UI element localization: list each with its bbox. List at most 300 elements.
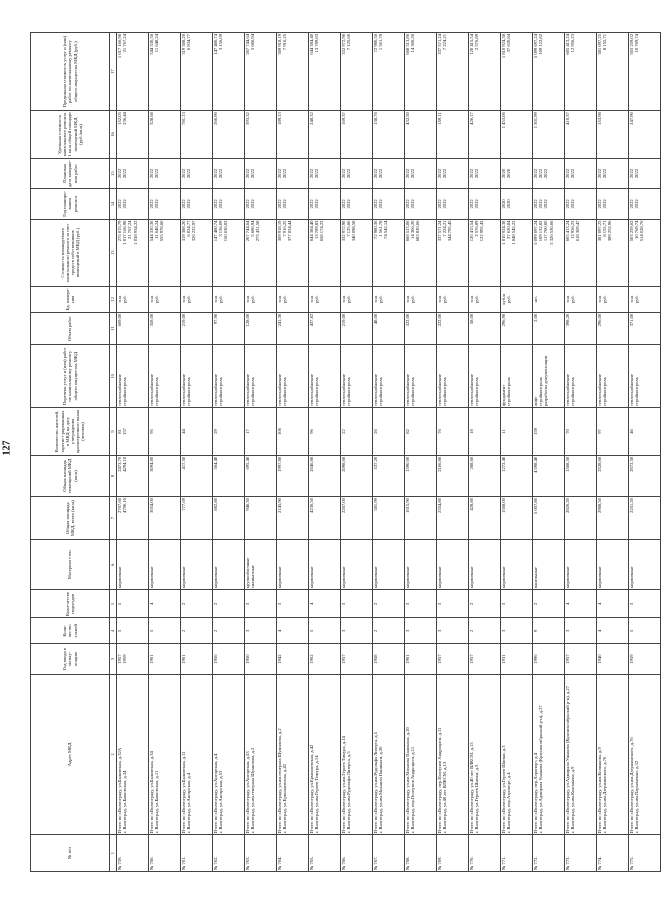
cell-max: 337 571,24 7 224,21 bbox=[437, 33, 469, 111]
cell-ent: 2 bbox=[533, 590, 565, 618]
cell-unit: п.м руб. bbox=[181, 286, 213, 312]
cell-year: 1957 bbox=[341, 644, 373, 674]
cell-vol: 398,20 bbox=[565, 312, 597, 345]
cell-date: 2022 2022 bbox=[405, 158, 437, 188]
cell-area: 2267,00 bbox=[341, 497, 373, 540]
cell-year: 1957 bbox=[437, 644, 469, 674]
cell-spec: 266,90 bbox=[213, 111, 245, 159]
cell-max: 1 017 166,98 21 767,24 bbox=[117, 33, 149, 111]
cell-vol: 437,82 bbox=[309, 312, 341, 345]
cell-plan: 2022 2022 bbox=[245, 189, 277, 219]
cell-ent: 4 bbox=[565, 590, 597, 618]
cell-works: теплоснабжение стройконтроль bbox=[469, 345, 501, 408]
cell-unit: п.м руб. bbox=[213, 286, 245, 312]
capital-repair-table bbox=[30, 32, 661, 872]
cell-works: теплоснабжение стройконтроль bbox=[373, 345, 405, 408]
cell-plan: 2022 2022 bbox=[341, 189, 373, 219]
cell-vol: 358,00 bbox=[149, 312, 181, 345]
cell-spec: 247,90 bbox=[629, 111, 661, 159]
cell-cost: 72 980,36 1 561,78 74 542,14 bbox=[373, 219, 405, 286]
cell-works: теплоснабжение стройконтроль bbox=[565, 345, 597, 408]
cell-spec: 410,37 bbox=[565, 111, 597, 159]
table-row bbox=[373, 33, 405, 872]
cell-floors: 4 bbox=[597, 618, 629, 644]
cell-area: 2354,80 bbox=[437, 497, 469, 540]
cell-walls: кирпичные bbox=[309, 540, 341, 590]
cell-area: 428,80 bbox=[469, 497, 501, 540]
cell-walls: кирпичные bbox=[565, 540, 597, 590]
column-header-16: Удельная стоимость капитального ремонта 1 кв.м общей площади помещений МКД (руб./кв.м) bbox=[31, 111, 110, 159]
cell-addr: Итого по г.Волгограду, ул.им.Колпакова, д.9 г. Волгоград, ул.им.Дзержинского, д.76 bbox=[597, 674, 629, 834]
column-header-2: Адрес МКД bbox=[31, 674, 110, 834]
cell-spec: 248,32 bbox=[309, 111, 341, 159]
cell-unit: п.м руб. bbox=[117, 286, 149, 312]
cell-ent: 3 bbox=[629, 590, 661, 618]
cell-no: № 765. bbox=[309, 835, 341, 872]
cell-vol: 222,00 bbox=[437, 312, 469, 345]
cell-spec: 328,68 bbox=[149, 111, 181, 159]
cell-date: 2022 2022 bbox=[373, 158, 405, 188]
cell-ent: 3 bbox=[277, 590, 309, 618]
cell-vol: 2,00 bbox=[533, 312, 565, 345]
cell-area2: 564,40 bbox=[213, 455, 245, 496]
column-header-11: Объем работ bbox=[31, 312, 110, 345]
table-row bbox=[405, 33, 437, 872]
cell-cost: 381 097,25 8 155,71 389 252,96 bbox=[597, 219, 629, 286]
column-header-5: Коли-чество подъездов bbox=[31, 590, 110, 618]
cell-floors: 5 bbox=[629, 618, 661, 644]
cell-max: 668 513,86 14 306,20 bbox=[405, 33, 437, 111]
cell-cost: 267 744,64 5 686,94 273 431,58 bbox=[245, 219, 277, 286]
cell-unit: п.м руб. bbox=[469, 286, 501, 312]
column-number-17: 17 bbox=[110, 33, 117, 111]
cell-ent: 4 bbox=[309, 590, 341, 618]
cell-area2: 2098,00 bbox=[341, 455, 373, 496]
cell-walls: кирпичные bbox=[213, 540, 245, 590]
cell-max: 503 259,02 10 769,74 bbox=[629, 33, 661, 111]
cell-area2: 695,40 bbox=[245, 455, 277, 496]
cell-res: 70 bbox=[565, 408, 597, 456]
cell-works: теплоснабжение стройконтроль bbox=[629, 345, 661, 408]
cell-res: 18 bbox=[469, 408, 501, 456]
cell-walls: кирпичные bbox=[437, 540, 469, 590]
table-row bbox=[277, 33, 309, 872]
cell-unit: п.м руб. bbox=[565, 286, 597, 312]
cell-year: 1957 bbox=[469, 644, 501, 674]
cell-addr: Итого по г.Волгограду, ул.им.Рудольфа Лизерса, д.5 г. Волгоград, ул.им.Михаила Паникахи, д.20 bbox=[373, 674, 405, 834]
cell-no: № 764. bbox=[277, 835, 309, 872]
column-number-6: 6 bbox=[110, 540, 117, 590]
column-header-10: Перечень услуг и (или) работ по капитальному ремонту общего имущества МКД bbox=[31, 345, 110, 408]
cell-works: теплоснабжение стройконтроль bbox=[597, 345, 629, 408]
cell-unit: шт. bbox=[533, 286, 565, 312]
table-row bbox=[213, 33, 245, 872]
column-number-8: 8 bbox=[110, 455, 117, 496]
cell-plan: 2022 2022 bbox=[469, 189, 501, 219]
cell-walls: кирпичные bbox=[341, 540, 373, 590]
column-number-15: 15 bbox=[110, 158, 117, 188]
cell-unit: п.м руб. bbox=[309, 286, 341, 312]
cell-cost: 605 413,24 12 956,23 618 369,47 bbox=[565, 219, 597, 286]
table-row bbox=[469, 33, 501, 872]
column-header-8: Общая площадь помещений МКД (кв.м) bbox=[31, 455, 110, 496]
cell-res: 11 bbox=[501, 408, 533, 456]
cell-ent: 5 bbox=[117, 590, 149, 618]
cell-ent: 2 bbox=[373, 590, 405, 618]
column-number-row bbox=[110, 33, 117, 872]
cell-date: 2022 2022 bbox=[149, 158, 181, 188]
cell-date: 2022 2022 bbox=[117, 158, 149, 188]
cell-vol: 219,00 bbox=[341, 312, 373, 345]
table-row bbox=[533, 33, 565, 872]
cell-no: № 771. bbox=[501, 835, 533, 872]
cell-res: 95 bbox=[149, 408, 181, 456]
cell-vol: 669,00 bbox=[117, 312, 149, 345]
cell-plan: 2022 2022 bbox=[565, 189, 597, 219]
cell-vol: 241,30 bbox=[277, 312, 309, 345]
cell-no: № 761. bbox=[181, 835, 213, 872]
cell-area2: 537,20 bbox=[373, 455, 405, 496]
cell-unit: п.м руб. bbox=[373, 286, 405, 312]
cell-res: 22 bbox=[341, 408, 373, 456]
cell-vol: 97,90 bbox=[213, 312, 245, 345]
cell-vol: 219,00 bbox=[181, 312, 213, 345]
cell-max: 147 480,74 3 156,09 bbox=[213, 33, 245, 111]
cell-cost: 644 384,40 13 789,83 658 174,23 bbox=[309, 219, 341, 286]
cell-date: 2022 2022 bbox=[245, 158, 277, 188]
cell-year: 1959 bbox=[629, 644, 661, 674]
cell-walls: крупноблочные силикатные bbox=[245, 540, 277, 590]
column-number-14: 14 bbox=[110, 189, 117, 219]
cell-plan: 2022 2022 bbox=[405, 189, 437, 219]
cell-date: 2022 2022 bbox=[277, 158, 309, 188]
cell-addr: Итого по г.Волгограду, ул.Быковская, д.34 г. Волгоград, ул.Быковская, д.11 bbox=[149, 674, 181, 834]
table-row bbox=[501, 33, 533, 872]
cell-area: 882,80 bbox=[213, 497, 245, 540]
table-row bbox=[597, 33, 629, 872]
cell-addr: Итого по г.Волгограду, пер.Ползунов Андроцити, д.11 г. Волгоград, ул.40 лет ВЛКСМ, д.13 bbox=[437, 674, 469, 834]
cell-area2: 2528,00 bbox=[597, 455, 629, 496]
column-header-14: Год планиро-вания ремонта bbox=[31, 189, 110, 219]
cell-res: 29 bbox=[213, 408, 245, 456]
cell-res: 76 bbox=[437, 408, 469, 456]
cell-ent: 4 bbox=[149, 590, 181, 618]
cell-floors: 3 bbox=[405, 618, 437, 644]
cell-floors: 4 bbox=[277, 618, 309, 644]
cell-vol: 371,00 bbox=[629, 312, 661, 345]
cell-year: 1940 bbox=[597, 644, 629, 674]
cell-unit: п.м руб. bbox=[277, 286, 309, 312]
cell-area2: 4 098,40 bbox=[533, 455, 565, 496]
cell-cost: 120 415,54 2 576,89 122 992,43 bbox=[469, 219, 501, 286]
column-header-13: Стоимость планируемого капитального ремонта за счет средств собственников помещений в МКД (руб.) bbox=[31, 219, 110, 286]
cell-addr: Итого по г.Волгограду, ул.им.Героев Тимура, д.14 г. Волгоград, ул.им.Рудольфа Лизерса, д.5 bbox=[341, 674, 373, 834]
cell-area: 5 007,80 bbox=[533, 497, 565, 540]
cell-no: № 768. bbox=[405, 835, 437, 872]
table-row bbox=[629, 33, 661, 872]
cell-cost: 1 810 924,38 37 620,84 1 848 545,22 bbox=[501, 219, 533, 286]
cell-floors: 3 bbox=[245, 618, 277, 644]
cell-plan: 2020 2020 bbox=[501, 189, 533, 219]
page-number-text: 127 bbox=[1, 440, 13, 456]
cell-plan: 2022 2022 bbox=[277, 189, 309, 219]
cell-plan: 2022 2022 bbox=[309, 189, 341, 219]
table-row bbox=[181, 33, 213, 872]
cell-unit: п.м руб. bbox=[437, 286, 469, 312]
cell-no: № 762. bbox=[213, 835, 245, 872]
cell-walls: кирпичные bbox=[181, 540, 213, 590]
cell-res: 97 bbox=[597, 408, 629, 456]
cell-res: 106 bbox=[277, 408, 309, 456]
cell-no: № 772. bbox=[533, 835, 565, 872]
cell-no: № 760. bbox=[149, 835, 181, 872]
cell-max: 72 980,36 1 561,78 bbox=[373, 33, 405, 111]
column-header-17: Предельная стоимость услуг и (или) работ по капитальному ремонту общего имущества МКД (руб.) bbox=[31, 33, 110, 111]
cell-year: 1996 bbox=[533, 644, 565, 674]
column-number-5: 5 bbox=[110, 590, 117, 618]
cell-area: 2767,60 4790,10 bbox=[117, 497, 149, 540]
cell-res: 46 bbox=[629, 408, 661, 456]
cell-area2: 2646,80 bbox=[309, 455, 341, 496]
cell-area: 1568,00 bbox=[501, 497, 533, 540]
cell-no: № 773. bbox=[565, 835, 597, 872]
table-row bbox=[565, 33, 597, 872]
cell-spec: 189,13 bbox=[277, 111, 309, 159]
cell-unit: п.м руб. bbox=[405, 286, 437, 312]
cell-year: 1961 bbox=[149, 644, 181, 674]
cell-floors: 2 bbox=[469, 618, 501, 644]
cell-res: 82 bbox=[405, 408, 437, 456]
cell-spec: 159,11 bbox=[437, 111, 469, 159]
cell-cost: 147 480,74 3 156,09 150 636,83 bbox=[213, 219, 245, 286]
cell-addr: Итого по г.Волгограду, ул.Адмирала Ушакова (Красноктябрьский р-н), д.27 г. Волгоград, ул.им.Колпакова, д.9 bbox=[565, 674, 597, 834]
cell-area: 4236,50 bbox=[309, 497, 341, 540]
cell-spec: 393,32 bbox=[245, 111, 277, 159]
cell-max: 332 972,98 7 125,60 bbox=[341, 33, 373, 111]
cell-spec: 152,05 236,44 bbox=[117, 111, 149, 159]
cell-year: 1962 bbox=[309, 644, 341, 674]
cell-no: № 763. bbox=[245, 835, 277, 872]
cell-vol: 128,00 bbox=[245, 312, 277, 345]
cell-plan: 2022 2022 2022 bbox=[533, 189, 565, 219]
cell-works: теплоснабжение стройконтроль bbox=[277, 345, 309, 408]
cell-works: теплоснабжение стройконтроль bbox=[309, 345, 341, 408]
cell-year: 1958 bbox=[373, 644, 405, 674]
cell-area2: 1568,50 bbox=[565, 455, 597, 496]
cell-date: 2022 2022 bbox=[597, 158, 629, 188]
cell-plan: 2022 2022 bbox=[373, 189, 405, 219]
cell-ent: 2 bbox=[213, 590, 245, 618]
cell-date: 2022 2022 bbox=[213, 158, 245, 188]
cell-floors: 2 bbox=[373, 618, 405, 644]
cell-ent: 2 bbox=[181, 590, 213, 618]
cell-addr: Итого по г.Волгограду, ул.40 лет ВЛКСМ, д.13 г. Волгоград, ул.Героев Шипки, д.3 bbox=[469, 674, 501, 834]
cell-area2: 1997,80 bbox=[277, 455, 309, 496]
cell-floors: 5 bbox=[149, 618, 181, 644]
table-header-row bbox=[31, 33, 110, 872]
cell-area2: 1590,00 bbox=[405, 455, 437, 496]
cell-walls: панельные bbox=[533, 540, 565, 590]
table-body bbox=[117, 33, 661, 872]
cell-max: 319 388,20 6 834,77 bbox=[181, 33, 213, 111]
cell-date: 2022 2022 bbox=[469, 158, 501, 188]
cell-ent: 3 bbox=[405, 590, 437, 618]
cell-date: 2022 2022 bbox=[181, 158, 213, 188]
cell-max: 5 099 697,24 109 122,82 bbox=[533, 33, 565, 111]
cell-works: теплоснабжение стройконтроль bbox=[437, 345, 469, 408]
cell-no: № 767. bbox=[373, 835, 405, 872]
cell-unit: п.м руб. bbox=[341, 286, 373, 312]
cell-max: 544 330,36 11 648,24 bbox=[149, 33, 181, 111]
cell-floors: 3 bbox=[565, 618, 597, 644]
cell-year: 1961 bbox=[181, 644, 213, 674]
cell-no: № 766. bbox=[341, 835, 373, 872]
column-number-11: 11 bbox=[110, 312, 117, 345]
cell-walls: кирпичные bbox=[373, 540, 405, 590]
cell-works: фундамент стройконтроль bbox=[501, 345, 533, 408]
cell-area: 3654,00 bbox=[149, 497, 181, 540]
cell-addr: Итого по г.Волгограду, ул.Героев Шипки, д.3 г. Волгоград, пер.Аэропорт, д.4 bbox=[501, 674, 533, 834]
cell-no: № 775. bbox=[629, 835, 661, 872]
column-number-2: 2 bbox=[110, 674, 117, 834]
column-number-7: 7 bbox=[110, 497, 117, 540]
cell-addr: Итого по г.Волгограду, ул.им.генерала Шумилова, д.2 г. Волгоград, ул.Ермолаевская, д.42 bbox=[277, 674, 309, 834]
cell-walls: кирпичные bbox=[277, 540, 309, 590]
cell-unit: куб.м руб. bbox=[501, 286, 533, 312]
column-header-6: Материал стен bbox=[31, 540, 110, 590]
column-header-9: Количество жителей, зарегист-рированных в МКД на дату утверждения краткосрочного плана (человек) bbox=[31, 408, 110, 456]
table-row bbox=[341, 33, 373, 872]
cell-cost: 319 388,20 6 834,77 326 222,97 bbox=[181, 219, 213, 286]
cell-date: 2022 2022 bbox=[629, 158, 661, 188]
cell-area2: 2072,50 bbox=[629, 455, 661, 496]
cell-year: 1957 bbox=[565, 644, 597, 674]
cell-addr: Итого по г.Волгограду, ул.Быковская, д.11 г. Волгоград, ул.Ангарская, д.4 bbox=[181, 674, 213, 834]
cell-addr: Итого по г.Волгограду, ул.Быковская, д.32А г. Волгоград, ул.Быковская, д.34 bbox=[117, 674, 149, 834]
cell-ent: 3 bbox=[501, 590, 533, 618]
column-header-15: Плановая дата заверше-ния работ bbox=[31, 158, 110, 188]
column-number-4: 4 bbox=[110, 618, 117, 644]
rotated-document bbox=[30, 32, 645, 872]
cell-no: № 759. bbox=[117, 835, 149, 872]
cell-year: 1931 bbox=[501, 644, 533, 674]
column-header-3: Год ввода в эксплу-атацию bbox=[31, 644, 110, 674]
cell-unit: п.м руб. bbox=[245, 286, 277, 312]
cell-plan: 2022 2022 bbox=[629, 189, 661, 219]
cell-cost: 369 918,19 7 916,25 377 834,44 bbox=[277, 219, 309, 286]
cell-date: 2022 2022 bbox=[309, 158, 341, 188]
cell-res: 44 bbox=[181, 408, 213, 456]
cell-plan: 2022 2022 bbox=[213, 189, 245, 219]
cell-max: 267 744,64 5 686,94 bbox=[245, 33, 277, 111]
cell-date: 2022 2022 bbox=[437, 158, 469, 188]
cell-cost: 668 513,86 14 306,20 682 820,06 bbox=[405, 219, 437, 286]
cell-walls: кирпичные bbox=[117, 540, 149, 590]
cell-no: № 770. bbox=[469, 835, 501, 872]
cell-cost: 503 259,02 10 769,74 514 028,76 bbox=[629, 219, 661, 286]
cell-res: 96 bbox=[309, 408, 341, 456]
cell-spec: 138,76 bbox=[373, 111, 405, 159]
cell-area: 2145,90 bbox=[277, 497, 309, 540]
cell-spec: 781,13 bbox=[181, 111, 213, 159]
cell-works: теплоснабжение стройконтроль bbox=[341, 345, 373, 408]
column-header-7: Общая площадь МКД, всего (кв.м) bbox=[31, 497, 110, 540]
cell-walls: кирпичные bbox=[405, 540, 437, 590]
cell-area2: 2166,80 bbox=[437, 455, 469, 496]
cell-area: 2988,50 bbox=[597, 497, 629, 540]
column-number-16: 16 bbox=[110, 111, 117, 159]
table-row bbox=[245, 33, 277, 872]
cell-unit: п.м руб. bbox=[149, 286, 181, 312]
cell-floors: 2 bbox=[213, 618, 245, 644]
cell-year: 1950 bbox=[245, 644, 277, 674]
cell-date: 2022 2022 bbox=[341, 158, 373, 188]
cell-floors: 2 bbox=[181, 618, 213, 644]
cell-ent: 3 bbox=[245, 590, 277, 618]
cell-walls: кирпичные bbox=[597, 540, 629, 590]
cell-vol: 58,00 bbox=[469, 312, 501, 345]
cell-cost: 544 330,36 11 648,24 555 978,60 bbox=[149, 219, 181, 286]
cell-date: 2022 2022 2022 bbox=[533, 158, 565, 188]
column-header-12: Ед. измере-ния bbox=[31, 286, 110, 312]
cell-plan: 2022 2022 bbox=[597, 189, 629, 219]
cell-addr: Итого по г.Волгограду, ул.Ангарская, д.4 г. Волгоград, ул.Ангарская, д.53 bbox=[213, 674, 245, 834]
cell-spec: 153,98 bbox=[597, 111, 629, 159]
column-number-9: 9 bbox=[110, 408, 117, 456]
cell-date: 2020 2020 bbox=[501, 158, 533, 188]
cell-plan: 2022 2022 bbox=[181, 189, 213, 219]
cell-res: 17 bbox=[245, 408, 277, 456]
cell-max: 605 413,24 12 956,23 bbox=[565, 33, 597, 111]
cell-max: 1 810 924,38 37 620,84 bbox=[501, 33, 533, 111]
cell-area: 581,99 bbox=[373, 497, 405, 540]
cell-addr: Итого по г.Волгограду, пер.Аэропорт, д.4 г. Волгоград, ул.Адмирала Ушакова (Красноктябрьский р-н), д.27 bbox=[533, 674, 565, 834]
cell-area: 2251,20 bbox=[629, 497, 661, 540]
cell-spec: 169,37 bbox=[341, 111, 373, 159]
cell-year: 1957 1959 bbox=[117, 644, 149, 674]
cell-vol: 48,00 bbox=[373, 312, 405, 345]
cell-floors: 9 bbox=[533, 618, 565, 644]
cell-works: лифт стройконтроль разработка документации bbox=[533, 345, 565, 408]
cell-max: 369 918,19 7 916,25 bbox=[277, 33, 309, 111]
cell-plan: 2022 2022 bbox=[437, 189, 469, 219]
cell-max: 120 415,54 2 576,89 bbox=[469, 33, 501, 111]
cell-vol: 322,00 bbox=[405, 312, 437, 345]
cell-res: 159 bbox=[533, 408, 565, 456]
cell-walls: кирпичные bbox=[469, 540, 501, 590]
cell-works: теплоснабжение стройконтроль bbox=[213, 345, 245, 408]
cell-spec: 432,50 bbox=[405, 111, 437, 159]
cell-floors: 3 bbox=[341, 618, 373, 644]
cell-works: теплоснабжение стройконтроль bbox=[181, 345, 213, 408]
cell-area: 946,30 bbox=[245, 497, 277, 540]
cell-cost: 337 571,24 7 224,21 344 795,45 bbox=[437, 219, 469, 286]
cell-walls: кирпичные bbox=[629, 540, 661, 590]
table-row bbox=[437, 33, 469, 872]
cell-spec: 426,17 bbox=[469, 111, 501, 159]
cell-floors: 5 bbox=[309, 618, 341, 644]
cell-area: 777,69 bbox=[181, 497, 213, 540]
column-number-12: 12 bbox=[110, 286, 117, 312]
column-header-1: № п/п bbox=[31, 835, 110, 872]
table-row bbox=[309, 33, 341, 872]
cell-year: 1961 bbox=[405, 644, 437, 674]
cell-max: 644 384,40 13 789,83 bbox=[309, 33, 341, 111]
cell-cost: 332 972,98 7 125,60 340 098,58 bbox=[341, 219, 373, 286]
cell-walls: кирпичные bbox=[149, 540, 181, 590]
cell-floors: 3 bbox=[501, 618, 533, 644]
cell-plan: 2022 2022 bbox=[117, 189, 149, 219]
